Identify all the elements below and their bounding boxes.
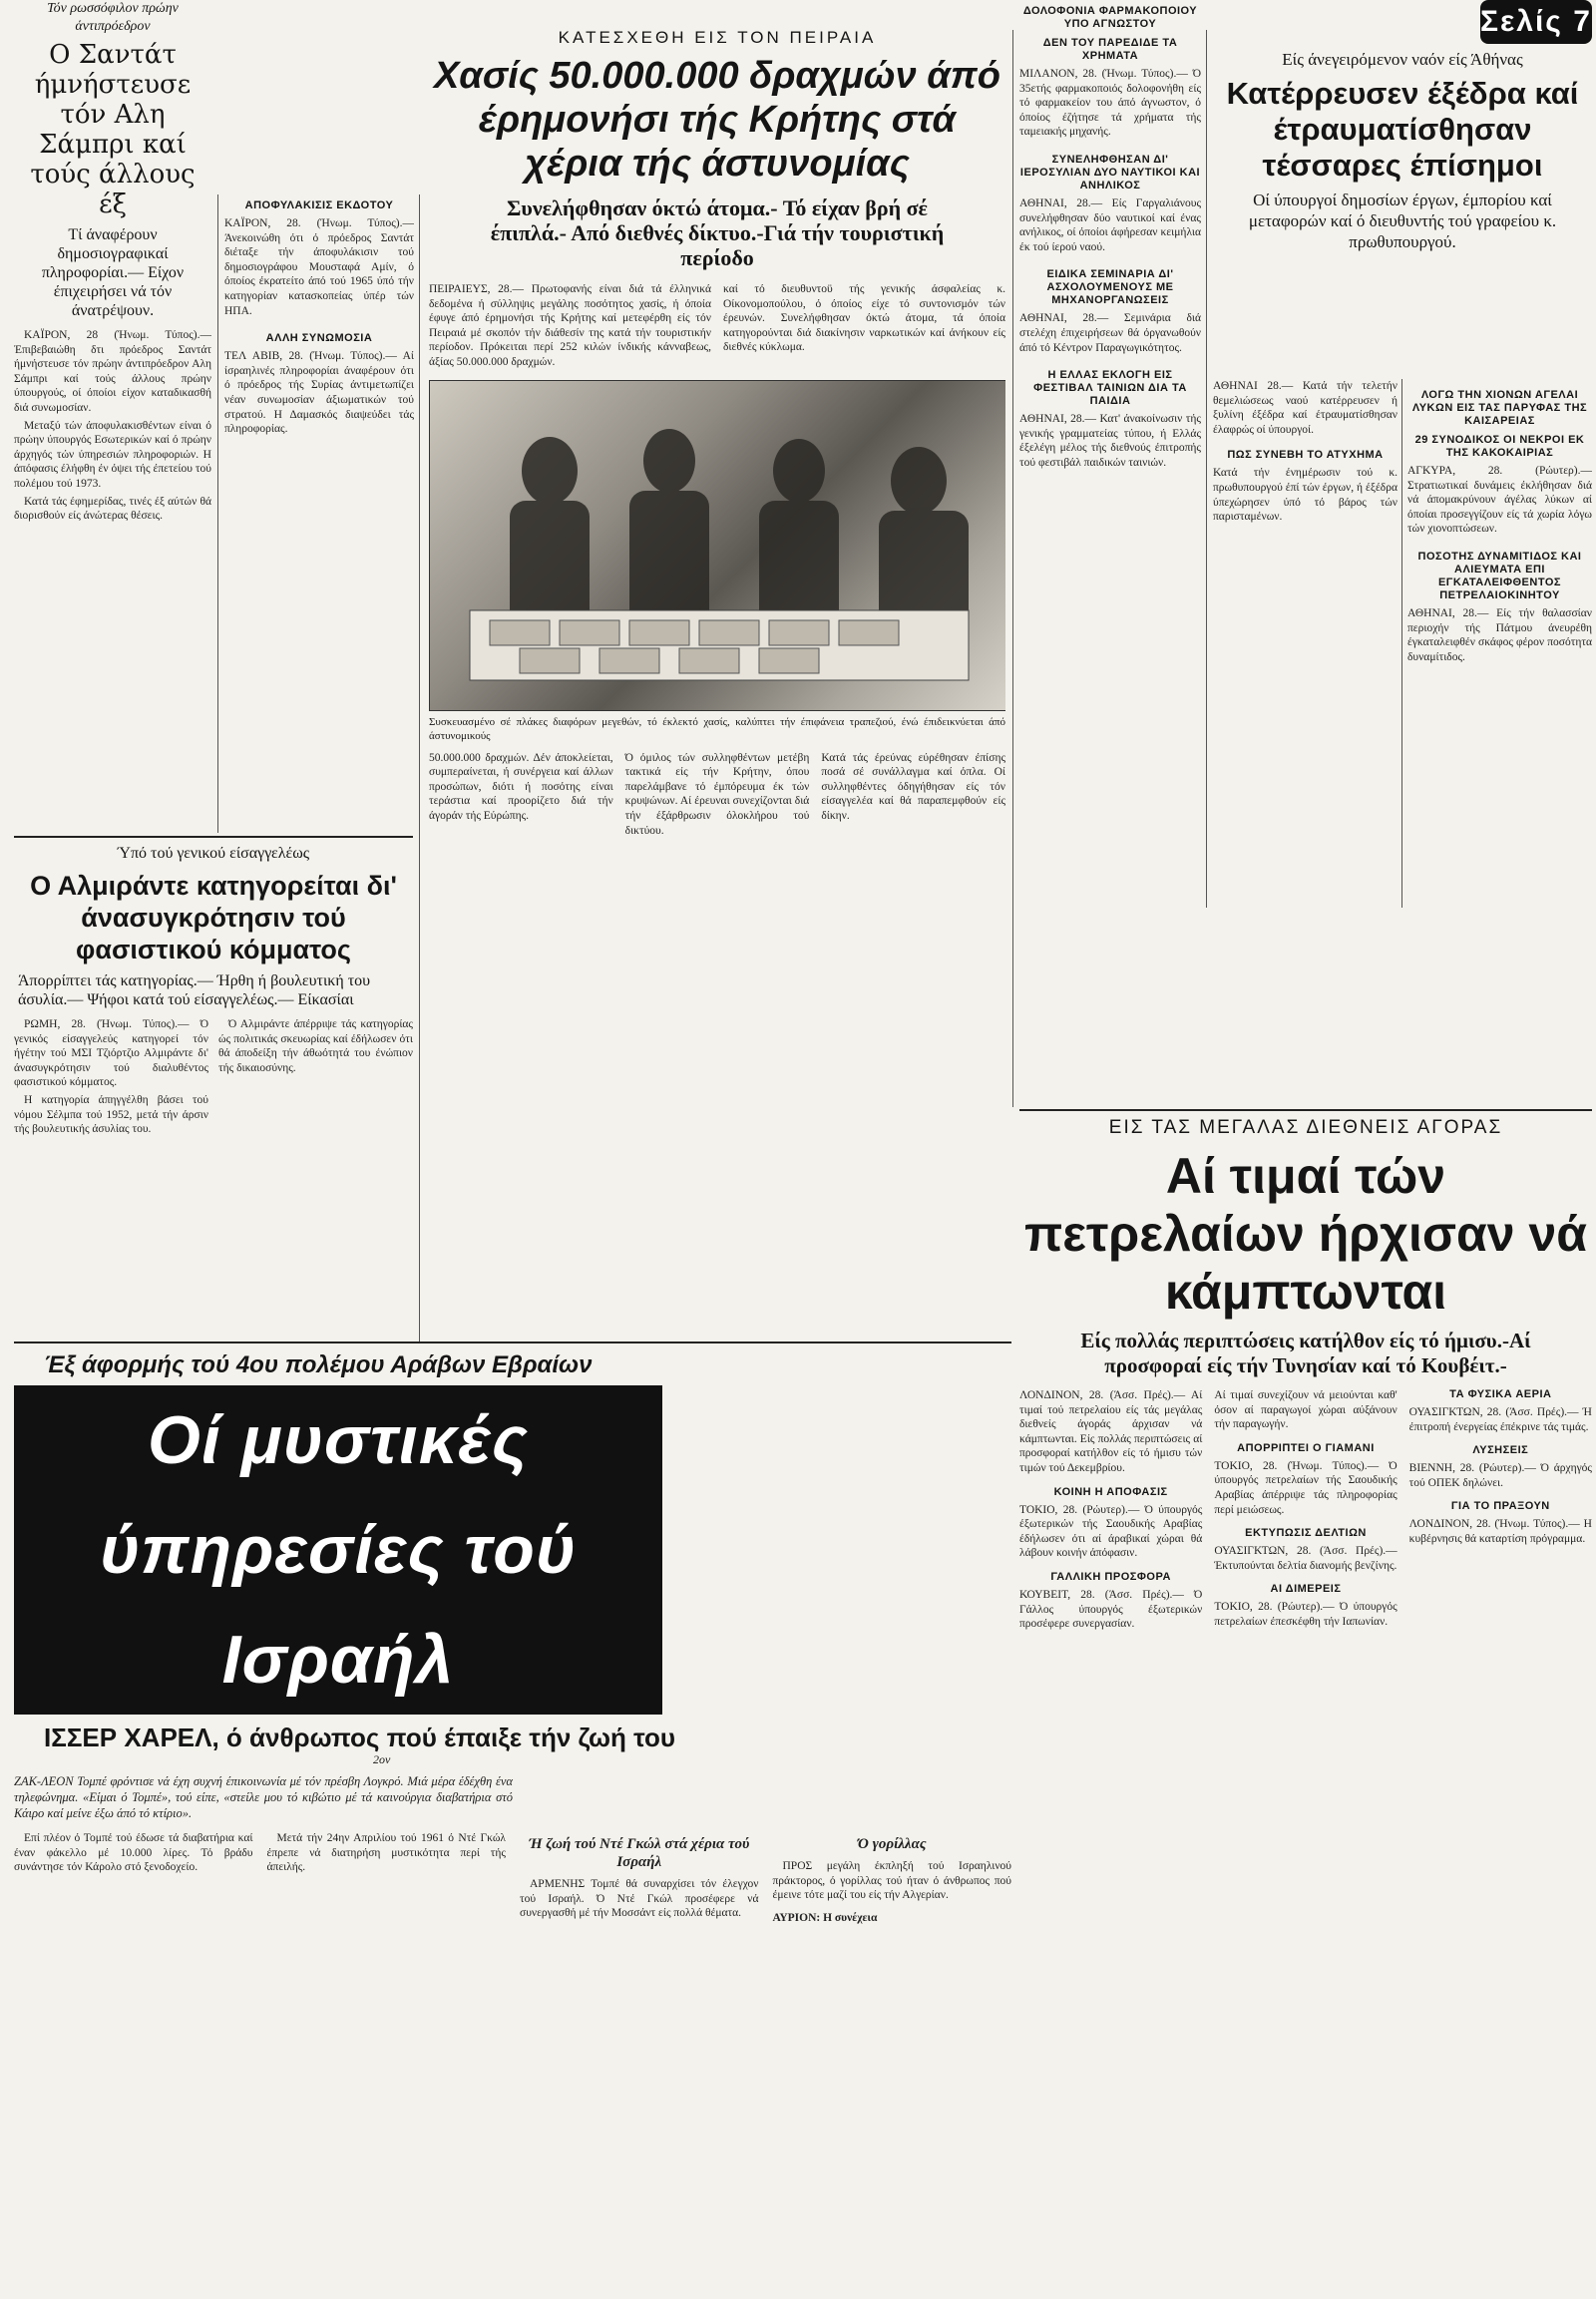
article-headline: Ο Αλμιράντε κατηγορείται δι' άνασυγκρότησιν τού φασιστικού κόμματος xyxy=(30,871,397,964)
article-part-tag: 2ον xyxy=(373,1752,391,1766)
article-body xyxy=(218,1017,413,1140)
section-heading: ΠΟΣΟΤΗΣ ΔΥΝΑΜΙΤΙΔΟΣ ΚΑΙ ΑΛΙΕΥΜΑΤΑ ΕΠΙ ΕΓΚΑΤΑΛΕΙΦΘΕΝΤΟΣ ΠΕΤΡΕΛΑΙΟΚΙΝΗΤΟΥ xyxy=(1417,550,1582,601)
article-grandstand xyxy=(1213,50,1592,379)
paragraph: καί τό διευθυντοϋ τής γενικής άσφαλείας κ. Οίκονομοπούλου, ό όποίος είχε τό συντονισμόν τών έρευνών. Συνελήφθησαν όκτώ άτομα, τά όποία κατηγορούνται διά διακίνησιν ναρκωτικών καί άνήκουν είς διεθνές κύκλωμα. xyxy=(723,283,1005,354)
article-sadat xyxy=(14,0,211,878)
article-body xyxy=(14,1017,208,1140)
article-intro: ΖΑΚ-ΛΕΟΝ Τομπέ φρόντισε νά έχη συχνή έπικοινωνία μέ τόν πρέσβη Λογκρό. Μιά μέρα έδέχθη ένα τηλεφώνημα. «Είμαι ό Τομπέ», τού είπε, «στείλε μου τό κιβώτιο μέ τά καινούργια διαβατήρια στό Κάιρο καί μείνε έξω άπό τό κτίριο». xyxy=(14,1774,513,1820)
section-heading: ΛΟΓΩ ΤΗΝ ΧΙΟΝΩΝ ΑΓΕΛΑΙ ΛΥΚΩΝ ΕΙΣ ΤΑΣ ΠΑΡΥΦΑΣ ΤΗΣ ΚΑΙΣΑΡΕΙΑΣ xyxy=(1411,389,1588,427)
article-oil xyxy=(1019,1109,1592,2291)
article-subhead: ΙΣΣΕΡ ΧΑΡΕΛ, ό άνθρωπος πού έπαιξε τήν ζωή του xyxy=(44,1723,675,1752)
paragraph: ΛΟΝΔΙΝΟΝ, 28. (Άσσ. Πρές).— Αί τιμαί τού πετρελαίου είς τάς μεγάλας διεθνείς άγοράς άρχισαν νά κάμπτωνται. Είς πολλάς περιπτώσεις αί προσφοραί κατήλθον είς τό ήμισυ τών τιμών τού Δεκεμβρίου. xyxy=(1019,1389,1203,1474)
paragraph: ΑΓΚΥΡΑ, 28. (Ρώυτερ).— Στρατιωτικαί δυνάμεις έκλήθησαν διά νά άπομακρύνουν άγέλας λύκων αί όποίαι προσεγγίζουν είς τά χωρία λόγω τών χιονοπτώσεων. xyxy=(1407,465,1592,536)
paragraph: ΤΟΚΙΟ, 28. (Ρώυτερ).— Ό ύπουργός πετρελαίων έπεσκέφθη τήν Ιαπωνίαν. xyxy=(1214,1601,1397,1628)
section-heading: Ή ζωή τού Ντέ Γκώλ στά χέρια τού Ισραήλ xyxy=(529,1836,750,1870)
section-subheading: 29 ΣΥΝΟΔΙΚΟΣ ΟΙ ΝΕΚΡΟΙ ΕΚ ΤΗΣ ΚΑΚΟΚΑΙΡΙΑΣ xyxy=(1414,434,1585,459)
section-heading: ΑΠΟΦΥΛΑΚΙΣΙΣ ΕΚΔΟΤΟΥ xyxy=(244,199,394,211)
paragraph: Κατά τήν ένημέρωσιν τού κ. πρωθυπουργού έπί τών έργων, ή έξέδρα ύπεχώρησεν ύπό τό βάρος τών παρισταμένων. xyxy=(1213,467,1397,524)
paragraph: ΑΘΗΝΑΙ, 28.— Είς τήν θαλασσίαν περιοχήν τής Πάτμου άνευρέθη έγκαταλειφθέν σκάφος φέρον ποσότητα δυναμίτιδος. xyxy=(1407,606,1592,663)
paragraph: ΑΘΗΝΑΙ, 28.— Σεμινάρια διά στελέχη έπιχειρήσεων θά όργανωθούν άπό τό Κέντρον Παραγωγικότητος. xyxy=(1019,312,1201,354)
article-kicker: ΕΙΣ ΤΑΣ ΜΕΓΑΛΑΣ ΔΙΕΘΝΕΙΣ ΑΓΟΡΑΣ xyxy=(1108,1117,1503,1138)
paragraph: ΤΕΛ ΑΒΙΒ, 28. (Ήνωμ. Τύπος).— Αί ίσραηλινές πληροφορίαι άναφέρουν ότι ό πρόεδρος τής Συρίας άντιμετωπίζει νέαν συνωμοσίαν άξιωματικών τού στρατού. Η Δαμασκός διαψεύδει τάς πληροφορίας. xyxy=(224,350,414,436)
paragraph: ΑΘΗΝΑΙ, 28.— Κατ' άνακοίνωσιν τής γενικής γραμματείας τύπου, ή Ελλάς έξελέγη μέλος τής διεθνούς έπιτροπής τού φεστιβάλ παιδικών ταινιών. xyxy=(1019,413,1201,469)
section-heading: ΣΥΝΕΛΗΦΘΗΣΑΝ ΔΙ' ΙΕΡΟΣΥΛΙΑΝ ΔΥΟ ΝΑΥΤΙΚΟΙ ΚΑΙ ΑΝΗΛΙΚΟΣ xyxy=(1019,153,1201,192)
section-heading: ΑΠΟΡΡΙΠΤΕΙ Ο ΓΙΑΜΑΝΙ xyxy=(1237,1441,1375,1454)
paragraph: Κατά τάς έρεύνας εύρέθησαν έπίσης ποσά σέ συνάλλαγμα καί όπλα. Οί συλληφθέντες όδηγήθησαν είς τόν είσαγγελέα καί θά παραπεμφθούν είς δίκην. xyxy=(821,751,1005,822)
article-body xyxy=(14,328,211,524)
article-almirante xyxy=(14,836,413,1305)
paragraph: ΑΘΗΝΑΙ, 28.— Είς Γαργαλιάνους συνελήφθησαν δύο ναυτικοί καί ένας ανήλικος, οί όποίοι άφήρεσαν κειμήλια έκ τού ίερού ναού. xyxy=(1019,196,1201,253)
column-divider xyxy=(1206,30,1207,908)
paragraph: Επί πλέον ό Τομπέ τού έδωσε τά διαβατήρια καί έναν φάκελλο μέ 10.000 λίρες. Τό βράδυ συνάντησε τόν Κάρολο στό ξενοδοχείο. xyxy=(14,1832,253,1874)
photo-illustration xyxy=(430,381,1005,710)
paragraph: Αί τιμαί συνεχίζουν νά μειούνται καθ' όσον αί παραγωγοί χώραι αύξάνουν τήν παραγωγήν. xyxy=(1214,1389,1397,1431)
article-headline: Κατέρρευσεν έξέδρα καί έτραυματίσθησαν τέσσαρες έπίσημοι xyxy=(1226,76,1579,183)
paragraph: ΡΩΜΗ, 28. (Ήνωμ. Τύπος).— Ό γενικός είσαγγελεύς κατηγορεί τόν ήγέτην τού ΜΣΙ Τζιόρτζιο Αλμιράντε δι' άνασυγκρότησιν τού διαλυθέντος φασιστικού κόμματος. xyxy=(14,1018,208,1089)
section-heading: ΑΙ ΔΙΜΕΡΕΙΣ xyxy=(1270,1583,1342,1596)
article-israel xyxy=(14,1341,1011,2291)
section-heading: Ό γορίλλας xyxy=(857,1836,927,1852)
article-hashish xyxy=(429,28,1005,1344)
article-kicker: ΚΑΤΕΣΧΕΘΗ ΕΙΣ ΤΟΝ ΠΕΙΡΑΙΑ xyxy=(558,28,877,47)
paragraph: Μετά τήν 24ην Απριλίου τού 1961 ό Ντέ Γκώλ έπρεπε νά διατηρήση μυστικότητα περί τής άπειλής. xyxy=(266,1832,506,1874)
paragraph: ΛΟΝΔΙΝΟΝ, 28. (Ήνωμ. Τύπος).— Η κυβέρνησις θά καταρτίση πρόγραμμα. xyxy=(1408,1518,1592,1545)
article-deck: Άπορρίπτει τάς κατηγορίας.— Ήρθη ή βουλευτική του άσυλία.— Ψήφοι κατά τού είσαγγελέως.— Είκασίαι xyxy=(18,972,371,1008)
article-deck: Είς πολλάς περιπτώσεις κατήλθον είς τό ήμισυ.-Αί προσφοραί είς τήν Τυνησίαν καί τό Κουβέιτ.- xyxy=(1080,1329,1531,1377)
article-headline: Ο Σαντάτ ήμνήστευσε τόν Αλη Σάμπρι καί τούς άλλους έξ xyxy=(30,40,196,219)
article-kicker: Τόν ρωσσόφιλον πρώην άντιπρόεδρον xyxy=(47,1,179,34)
article-column-briefs xyxy=(224,199,414,818)
article-column-briefs-right xyxy=(1407,389,1592,908)
article-headline: Αί τιμαί τών πετρελαίων ήρχισαν νά κάμπτωνται xyxy=(1023,1148,1588,1320)
section-heading: ΓΑΛΛΙΚΗ ΠΡΟΣΦΟΡΑ xyxy=(1050,1570,1171,1583)
section-heading: ΑΛΛΗ ΣΥΝΩΜΟΣΙΑ xyxy=(265,332,373,345)
paragraph: ΠΕΙΡΑΙΕΥΣ, 28.— Πρωτοφανής είναι διά τά έλληνικά δεδομένα ή σύλληψις μεγάλης ποσότητος χασίς, ή όποία έφυγε άπό έρημονήσι τής Κρήτης καί μετεφέρθη είς τόν Πειραιά μέ σκοπόν τήν διάθεσίν της κατά τήν τουριστικήν περίοδον. Πρόκειται περί 252 κιλών ίνδικής κάνναβεως, άξίας 50.000.000 δραχμών. xyxy=(429,283,711,368)
to-be-continued: ΑΥΡΙΟΝ: Η συνέχεια xyxy=(772,1911,878,1924)
divider xyxy=(1019,1109,1592,1111)
divider xyxy=(14,836,413,838)
section-heading: ΓΙΑ ΤΟ ΠΡΑΞΟΥΝ xyxy=(1450,1500,1550,1513)
section-heading: Η ΕΛΛΑΣ ΕΚΛΟΓΗ ΕΙΣ ΦΕΣΤΙΒΑΛ ΤΑΙΝΙΩΝ ΔΙΑ ΤΑ ΠΑΙΔΙΑ xyxy=(1033,369,1187,408)
paragraph: ΚΑΪΡΟΝ, 28 (Ήνωμ. Τύπος).— Έπιβεβαιώθη δτι πρόεδρος Σαντάτ ήμνήστευσε τόν πρώην άντιπρόεδρον Αλη Σάμπρι καί τούς άλλους πρώην ύπουργούς, οί όποίοι είχον καταδικασθή διά συνωμοσίαν. xyxy=(14,329,211,414)
column-divider xyxy=(1012,30,1013,1107)
article-body xyxy=(267,1831,507,1925)
section-heading: ΕΚΤΥΠΩΣΙΣ ΔΕΛΤΙΩΝ xyxy=(1245,1527,1367,1540)
article-body xyxy=(773,1831,1012,1925)
column-divider xyxy=(217,194,218,833)
paragraph: ΤΟΚΙΟ, 28. (Ήνωμ. Τύπος).— Ό ύπουργός πετρελαίων τής Σαουδικής Αραβίας άπέρριψε τάς πληροφορίας περί μειώσεως. xyxy=(1214,1459,1397,1516)
paragraph: ΑΘΗΝΑΙ 28.— Κατά τήν τελετήν θεμελιώσεως ναού κατέρρευσεν ή ξυλίνη έξέδρα καί έτραυματίσθησαν έλαφρώς οί ύπουργοί. xyxy=(1213,380,1397,436)
section-heading: ΕΙΔΙΚΑ ΣΕΜΙΝΑΡΙΑ ΔΙ' ΑΣΧΟΛΟΥΜΕΝΟΥΣ ΜΕ ΜΗΧΑΝΟΡΓΑΝΩΣΕΙΣ xyxy=(1046,268,1174,307)
article-kicker: Ύπό τού γενικού είσαγγελέως xyxy=(117,845,310,862)
paragraph: ΟΥΑΣΙΓΚΤΩΝ, 28. (Άσσ. Πρές).— Έκτυπούνται δελτία διανομής βενζίνης. xyxy=(1214,1545,1397,1572)
oil-column xyxy=(1214,1388,1396,1632)
section-subheading: ΔΕΝ ΤΟΥ ΠΑΡΕΔΙΔΕ ΤΑ ΧΡΗΜΑΤΑ xyxy=(1042,37,1178,62)
section-heading: ΛΥΣΗΣΕΙΣ xyxy=(1472,1444,1529,1457)
article-headline: Χασίς 50.000.000 δραχμών άπό έρημονήσι τής Κρήτης στά χέρια τής άστυνομίας xyxy=(433,55,1001,185)
paragraph: 50.000.000 δραχμών. Δέν άποκλείεται, συμπεραίνεται, ή συνέργεια καί άλλων προσώπων, διότι ή ποσότης είναι τεράστια καί προορίζετο διά τήν άγοράν τής Εύρώπης. xyxy=(429,751,613,822)
column-divider xyxy=(1401,379,1402,908)
article-grandstand-body xyxy=(1213,379,1397,918)
article-body xyxy=(520,1831,759,1925)
photo-caption: Συσκευασμένο σέ πλάκες διαφόρων μεγεθών, τό έκλεκτό χασίς, καλύπτει τήν έπιφάνεια τραπεζιού, ένώ έπιδεικνύεται άπό άστυνομικούς xyxy=(429,715,1005,742)
paragraph: ΜΙΛΑΝΟΝ, 28. (Ήνωμ. Τύπος).— Ό 35ετής φαρμακοποιός δολοφονήθη είς τό φαρμακείον του άπό άγνωστον, ό όποίος έζήτησε τά χρήματα τής ταμειακής μηχανής. xyxy=(1019,68,1201,139)
paragraph: Η κατηγορία άπηγγέλθη βάσει τού νόμου Σέλμπα τού 1952, μετά τήν άρσιν τής βουλευτικής άσυλίας του. xyxy=(14,1093,208,1136)
divider xyxy=(14,1341,1011,1343)
section-heading: ΔΟΛΟΦΟΝΙΑ ΦΑΡΜΑΚΟΠΟΙΟΥ ΥΠΟ ΑΓΝΩΣΤΟΥ xyxy=(1022,5,1198,30)
section-heading: ΠΩΣ ΣΥΝΕΒΗ ΤΟ ΑΤΥΧΗΜΑ xyxy=(1227,449,1384,462)
article-deck: Τί άναφέρουν δημοσιογραφικαί πληροφορίαι.— Είχον έπιχειρήσει νά τόν άνατρέψουν. xyxy=(41,226,185,319)
article-kicker: Έξ άφορμής τού 4ου πολέμου Αράβων Εβραίων xyxy=(44,1351,593,1378)
article-deck: Οί ύπουργοί δημοσίων έργων, έμπορίου καί μεταφορών καί ό διευθυντής τού γραφείου κ. πρωθυπουργού. xyxy=(1248,191,1557,251)
section-heading: ΚΟΙΝΗ Η ΑΠΟΦΑΣΙΣ xyxy=(1053,1485,1168,1498)
paragraph: Μεταξύ τών άποφυλακισθέντων είναι ό πρώην ύπουργός Εσωτερικών καί ό πρώην άρχηγός τών ύπηρεσιών πληροφοριών. Η άπόφασις έλήφθη έν όψει τής έπετείου τού πολέμου τού 1973. xyxy=(14,419,211,490)
article-kicker: Είς άνεγειρόμενον ναόν είς Άθήνας xyxy=(1282,50,1523,69)
paragraph: ΒΙΕΝΝΗ, 28. (Ρώυτερ).— Ό άρχηγός τού ΟΠΕΚ δηλώνει. xyxy=(1408,1462,1592,1489)
paragraph: Ό όμιλος τών συλληφθέντων μετέβη τακτικά είς τήν Κρήτην, όπου παρελάμβανε τό έμπόρευμα έκ τών κρυψώνων. Αί έρευναι συνεχίζονται διά τήν έξάρθρωσιν όλοκλήρου τού δικτύου. xyxy=(624,751,810,837)
news-photo xyxy=(429,380,1005,711)
article-deck: Συνελήφθησαν όκτώ άτομα.- Τό είχαν βρή σέ έπιπλά.- Από διεθνές δίκτυο.-Γιά τήν τουριστική περίοδο xyxy=(490,195,945,270)
oil-column xyxy=(1409,1388,1592,1632)
article-body xyxy=(14,1831,253,1925)
paragraph: Ό Αλμιράντε άπέρριψε τάς κατηγορίας ώς πολιτικάς σκευωρίας καί έδήλωσεν ότι θά άποδείξη τήν άθωότητά του ένώπιον τής δικαιοσύνης. xyxy=(218,1018,413,1074)
paragraph: ΟΥΑΣΙΓΚΤΩΝ, 28. (Άσσ. Πρές).— Ή έπιτροπή ένεργείας έπέκρινε τάς τιμάς. xyxy=(1408,1406,1592,1433)
article-column-news xyxy=(1019,5,1201,1102)
paragraph: Κατά τάς έφημερίδας, τινές έξ αύτών θά διορισθούν είς άνώτερας θέσεις. xyxy=(14,495,211,523)
paragraph: ΚΑΪΡΟΝ, 28. (Ήνωμ. Τύπος).— Άνεκοινώθη ότι ό πρόεδρος Σαντάτ διέταξε τήν άποφυλάκισιν τού δημοσιογράφου Μουσταφά Αμίν, ό όποίος έκρατείτο άπό τού 1965 ύπό τήν κατηγορίαν κατασκοπείας ύπέρ τών ΗΠΑ. xyxy=(224,217,414,317)
oil-column xyxy=(1019,1388,1202,1632)
article-banner-headline: Οί μυστικές ύπηρεσίες τού Ισραήλ xyxy=(14,1385,662,1715)
column-divider xyxy=(419,194,420,1341)
paragraph: ΤΟΚΙΟ, 28. (Ρώυτερ).— Ό ύπουργός έξωτερικών τής Σαουδικής Αραβίας έδήλωσεν ότι αί άραβικαί χώραι θά λάβουν κοινήν άπόφασιν. xyxy=(1019,1503,1203,1560)
paragraph: ΠΡΟΣ μεγάλη έκπληξή τού Ισραηλινού πράκτορος, ό γορίλλας τού ήταν ό άνθρωπος πού έμεινε τότε μαζί του είς τήν Αλγερίαν. xyxy=(772,1860,1011,1902)
page-logo: Σελίς 7 xyxy=(1480,0,1592,44)
section-heading: ΤΑ ΦΥΣΙΚΑ ΑΕΡΙΑ xyxy=(1449,1388,1552,1400)
paragraph: ΚΟΥΒΕΙΤ, 28. (Άσσ. Πρές).— Ό Γάλλος ύπουργός έξωτερικών προσέφερε συνεργασίαν. xyxy=(1019,1588,1203,1631)
paragraph: ΑΡΜΕΝΗΣ Τομπέ θά συναρχίσει τόν έλεγχον τού Ισραήλ. Ό Ντέ Γκώλ προσέφερε νά συνεργασθή μέ τήν Μοσσάντ είς πολλά θέματα. xyxy=(520,1878,759,1920)
